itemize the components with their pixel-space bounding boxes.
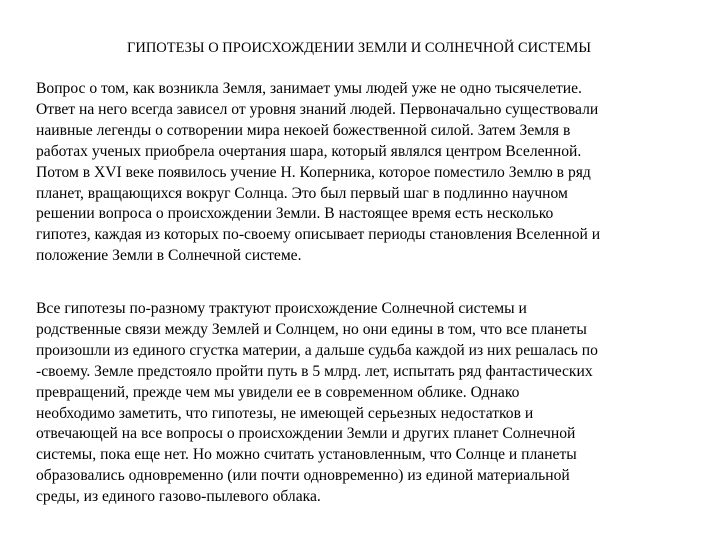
paragraph-line: отвечающей на все вопросы о происхождении Земли и других планет Солнечной xyxy=(36,425,576,443)
paragraph-line: Ответ на него всегда зависел от уровня знаний людей. Первоначально существовали xyxy=(36,100,599,118)
paragraph-line: планет, вращающихся вокруг Солнца. Это был первый шаг в подлинно научном xyxy=(36,184,568,202)
paragraph-line: гипотез, каждая из которых по-своему описывает периоды становления Вселенной и xyxy=(36,226,601,244)
paragraph-line: произошли из единого сгустка материи, а дальше судьба каждой из них решалась по xyxy=(36,341,598,359)
paragraph-line: среды, из единого газово-пылевого облака. xyxy=(36,488,321,506)
paragraph-line: Потом в XVI веке появилось учение Н. Коперника, которое поместило Землю в ряд xyxy=(36,163,591,181)
paragraph-line: решении вопроса о происхождении Земли. В настоящее время есть несколько xyxy=(36,205,554,223)
paragraph-line: превращений, прежде чем мы увидели ее в современном облике. Однако xyxy=(36,383,520,401)
paragraph-line: Вопрос о том, как возникла Земля, занимает умы людей уже не одно тысячелетие. xyxy=(36,80,582,97)
paragraph-2 xyxy=(36,299,692,508)
paragraph-line: наивные легенды о сотворении мира некоей божественной силой. Затем Земля в xyxy=(36,121,571,139)
paragraph-line: необходимо заметить, что гипотезы, не имеющей серьезных недостатков и xyxy=(36,404,534,422)
paragraph-line: образовались одновременно (или почти одновременно) из единой материальной xyxy=(36,467,570,485)
slide-title: ГИПОТЕЗЫ О ПРОИСХОЖДЕНИИ ЗЕМЛИ И СОЛНЕЧНОЙ СИСТЕМЫ xyxy=(126,40,592,56)
paragraph-1 xyxy=(36,79,692,267)
paragraph-line: Все гипотезы по-разному трактуют происхождение Солнечной системы и xyxy=(36,300,527,317)
paragraph-line: работах ученых приобрела очертания шара, который являлся центром Вселенной. xyxy=(36,142,582,160)
paragraph-line: родственные связи между Землей и Солнцем, но они едины в том, что все планеты xyxy=(36,320,587,338)
paragraph-line: положение Земли в Солнечной системе. xyxy=(36,247,302,265)
paragraph-line: системы, пока еще нет. Но можно считать установленным, что Солнце и планеты xyxy=(36,446,577,464)
paragraph-line: -своему. Земле предстояло пройти путь в 5 млрд. лет, испытать ряд фантастических xyxy=(36,362,593,380)
